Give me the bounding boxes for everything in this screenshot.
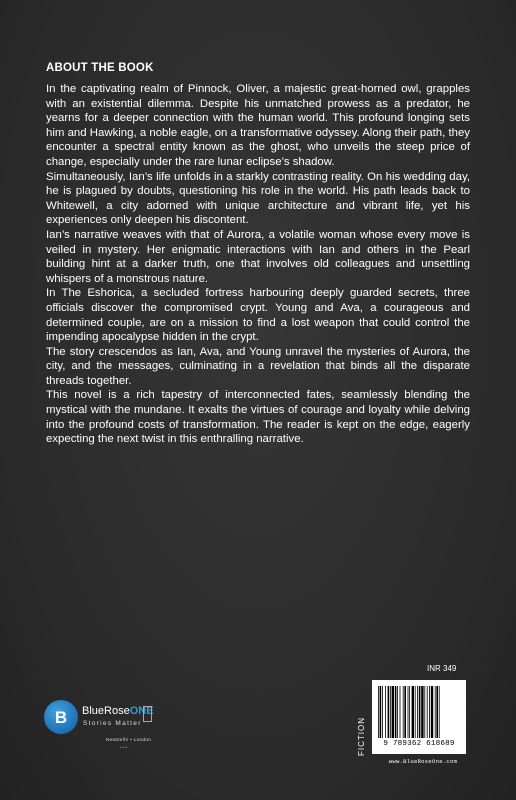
- genre-label: FICTION: [357, 717, 366, 757]
- barcode-bars: [378, 686, 460, 738]
- publisher-name-accent: ONE: [129, 705, 154, 717]
- blurb-paragraph-3: Ian’s narrative weaves with that of Aurora, a volatile woman whose every move is veiled in mystery. Her enigmatic interactions with Ian and others in the Pearl building hint at a darker truth, one that involves old colleagues and unsettling whispers of a monstrous nature.: [46, 228, 470, 285]
- publisher-badge-icon: [143, 706, 152, 722]
- svg-text:B: B: [54, 708, 68, 727]
- blurb: [46, 82, 470, 447]
- publisher-logo: [44, 700, 164, 760]
- price-label: INR 349: [427, 664, 457, 673]
- publisher-website: www.BlueRoseOne.com: [388, 758, 458, 765]
- publisher-logo-icon: [44, 700, 78, 734]
- publisher-tagline: Stories Matter: [83, 720, 142, 727]
- blurb-paragraph-5: The story crescendos as Ian, Ava, and Young unravel the mysteries of Aurora, the city, and the messages, culminating in a revelation that binds all the disparate threads together.: [46, 345, 470, 387]
- isbn-digits: 9 789362 618689: [383, 740, 455, 748]
- about-heading: ABOUT THE BOOK: [46, 62, 154, 74]
- blurb-paragraph-2: Simultaneously, Ian’s life unfolds in a starkly contrasting reality. On his wedding day, he is plagued by doubts, questioning his role in the world. His path leads back to Whitewell, a city adorned with unique architecture and vibrant life, yet his experiences only deepen his discontent.: [46, 170, 470, 227]
- publisher-cities: NewDelhi • London: [106, 737, 152, 742]
- blurb-paragraph-6: This novel is a rich tapestry of interconnected fates, seamlessly blending the mystical with the mundane. It exalts the virtues of courage and loyalty while delving into the profound costs of transformation. The reader is kept on the edge, eagerly expecting the next twist in this enthralling narrative.: [46, 389, 470, 446]
- social-icons: ▪▪▪: [120, 745, 129, 751]
- blurb-paragraph-4: In The Eshorica, a secluded fortress harbouring deeply guarded secrets, three officials discover the compromised crypt. Young and Ava, a courageous and determined couple, are on a mission to find a lost weapon that could control the impending apocalypse hidden in the crypt.: [46, 287, 470, 344]
- publisher-name-main: BlueRose: [82, 705, 130, 717]
- barcode: [372, 680, 466, 754]
- blurb-paragraph-1: In the captivating realm of Pinnock, Oliver, a majestic great-horned owl, grapples with an existential dilemma. Despite his unmatched prowess as a predator, he yearns for a deeper connection with the human world. This profound longing sets him and Hawking, a noble eagle, on a transformative odyssey. Along their path, they encounter a spectral entity known as the ghost, who unveils the steep price of change, especially under the rare lunar eclipse’s shadow.: [46, 83, 470, 168]
